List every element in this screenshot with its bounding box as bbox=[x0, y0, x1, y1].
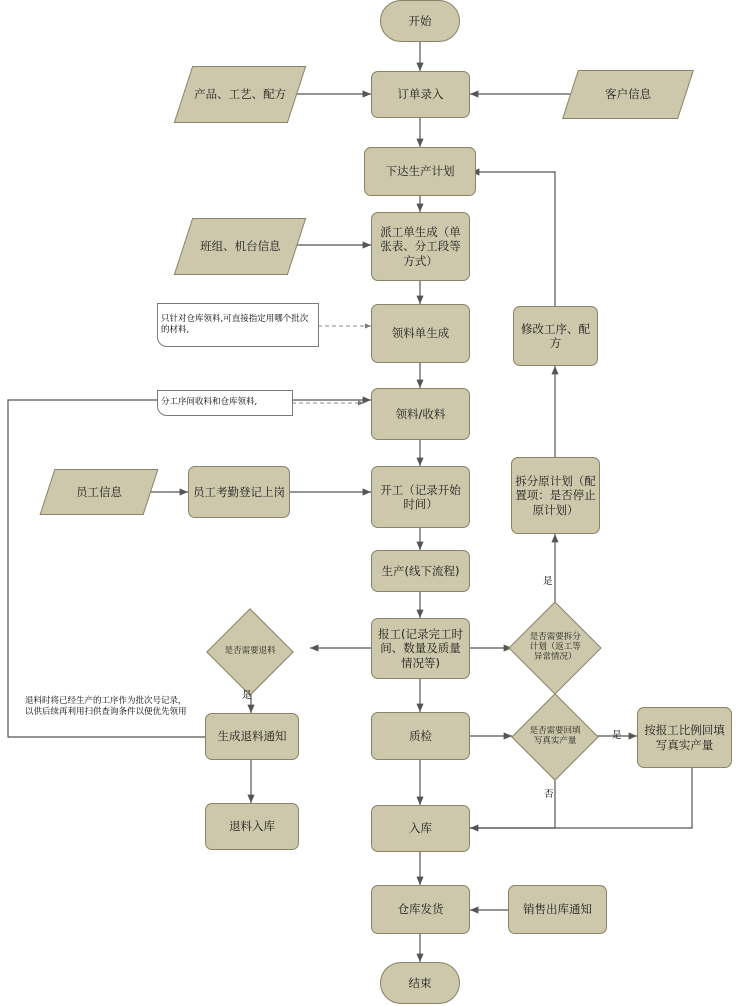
node-in-stock[interactable] bbox=[371, 805, 470, 852]
node-fill-real-output[interactable] bbox=[637, 707, 732, 768]
node-quality-check[interactable] bbox=[371, 712, 470, 760]
node-employee-info[interactable] bbox=[40, 469, 159, 515]
node-generate-return-notice-label: 生成退料通知 bbox=[217, 729, 287, 744]
node-pick-order[interactable] bbox=[371, 304, 470, 363]
edge-label-yes-fill bbox=[612, 727, 622, 741]
node-return-stock-label: 退料入库 bbox=[229, 819, 275, 834]
node-return-stock[interactable] bbox=[205, 803, 299, 850]
edge-label-yes-return-text: 是 bbox=[242, 690, 252, 701]
node-customer-info[interactable] bbox=[562, 70, 694, 119]
edge-label-yes-return bbox=[242, 687, 252, 701]
node-need-return-label: 是否需要退料 bbox=[224, 646, 276, 657]
node-sales-outbound-notice[interactable] bbox=[508, 885, 607, 934]
node-employee-attendance[interactable] bbox=[188, 466, 290, 518]
edge-label-no-fill-text: 否 bbox=[544, 789, 554, 800]
node-employee-info-label: 员工信息 bbox=[76, 484, 122, 499]
node-need-split-decision[interactable] bbox=[508, 601, 601, 694]
node-warehouse-shipping-label: 仓库发货 bbox=[397, 902, 444, 917]
node-in-stock-label: 入库 bbox=[409, 821, 432, 836]
node-quality-check-label: 质检 bbox=[409, 728, 432, 743]
node-start-work[interactable] bbox=[371, 466, 470, 528]
node-start[interactable] bbox=[380, 0, 460, 42]
node-warehouse-shipping[interactable] bbox=[371, 885, 470, 934]
node-need-fill-label: 是否需要回填写真实产量 bbox=[529, 726, 581, 746]
note-pick-order bbox=[157, 303, 319, 347]
node-split-plan-label: 拆分原计划（配置项：是否停止原计划） bbox=[515, 473, 596, 517]
node-pick-order-label: 领料单生成 bbox=[391, 326, 450, 341]
note-pick-order-text: 只针对仓库领料,可直接指定用哪个批次的材料, bbox=[161, 313, 309, 335]
node-start-label: 开始 bbox=[408, 13, 432, 28]
node-plan-issue-label: 下达生产计划 bbox=[385, 164, 455, 179]
node-modify-process-label: 修改工序、配方 bbox=[521, 321, 590, 350]
note-return-batch-text: 退料时将已经生产的工序作为批次号记录，以供后续再利用扫供查询条件以便优先领用 bbox=[25, 695, 187, 717]
node-split-plan[interactable] bbox=[511, 457, 600, 534]
node-need-return-decision[interactable] bbox=[206, 608, 294, 696]
node-sales-outbound-notice-label: 销售出库通知 bbox=[523, 902, 592, 917]
node-order-entry[interactable] bbox=[371, 71, 470, 118]
node-product-info[interactable] bbox=[174, 66, 307, 123]
node-end[interactable] bbox=[380, 962, 460, 1004]
node-report-work[interactable] bbox=[371, 618, 470, 679]
node-produce-label: 生产(线下流程) bbox=[381, 563, 460, 578]
note-split-pick bbox=[157, 390, 293, 416]
node-end-label: 结束 bbox=[408, 975, 432, 990]
node-need-split-label: 是否需要拆分计划（返工等异常情况） bbox=[529, 632, 581, 662]
node-employee-attendance-label: 员工考勤登记上岗 bbox=[193, 484, 285, 499]
node-plan-issue[interactable] bbox=[364, 147, 476, 196]
note-split-pick-text: 分工序间收料和仓库领料, bbox=[161, 397, 258, 408]
edge-label-yes-split-text: 是 bbox=[543, 576, 553, 587]
node-product-info-label: 产品、工艺、配方 bbox=[194, 87, 286, 102]
node-need-fill-decision[interactable] bbox=[511, 693, 599, 781]
node-fill-real-output-label: 按报工比例回填写真实产量 bbox=[644, 723, 725, 752]
edge-label-no-fill bbox=[544, 786, 554, 800]
node-report-work-label: 报工(记录完工时间、数量及质量情况等) bbox=[378, 626, 463, 670]
node-dispatch[interactable] bbox=[371, 212, 470, 281]
edge-label-yes-split bbox=[543, 573, 553, 587]
node-pick-receive[interactable] bbox=[371, 388, 470, 440]
node-start-work-label: 开工（记录开始时间） bbox=[380, 482, 461, 511]
node-order-entry-label: 订单录入 bbox=[397, 87, 444, 102]
node-generate-return-notice[interactable] bbox=[205, 713, 299, 760]
node-team-info[interactable] bbox=[174, 218, 307, 275]
node-modify-process[interactable] bbox=[513, 306, 598, 366]
node-customer-info-label: 客户信息 bbox=[605, 87, 651, 102]
node-team-info-label: 班组、机台信息 bbox=[199, 239, 281, 254]
node-pick-receive-label: 领料/收料 bbox=[395, 406, 446, 421]
node-dispatch-label: 派工单生成（单张表、分工段等方式） bbox=[380, 224, 461, 268]
node-produce[interactable] bbox=[371, 550, 470, 592]
edge-label-yes-fill-text: 是 bbox=[612, 730, 622, 741]
note-return-batch bbox=[22, 684, 194, 730]
